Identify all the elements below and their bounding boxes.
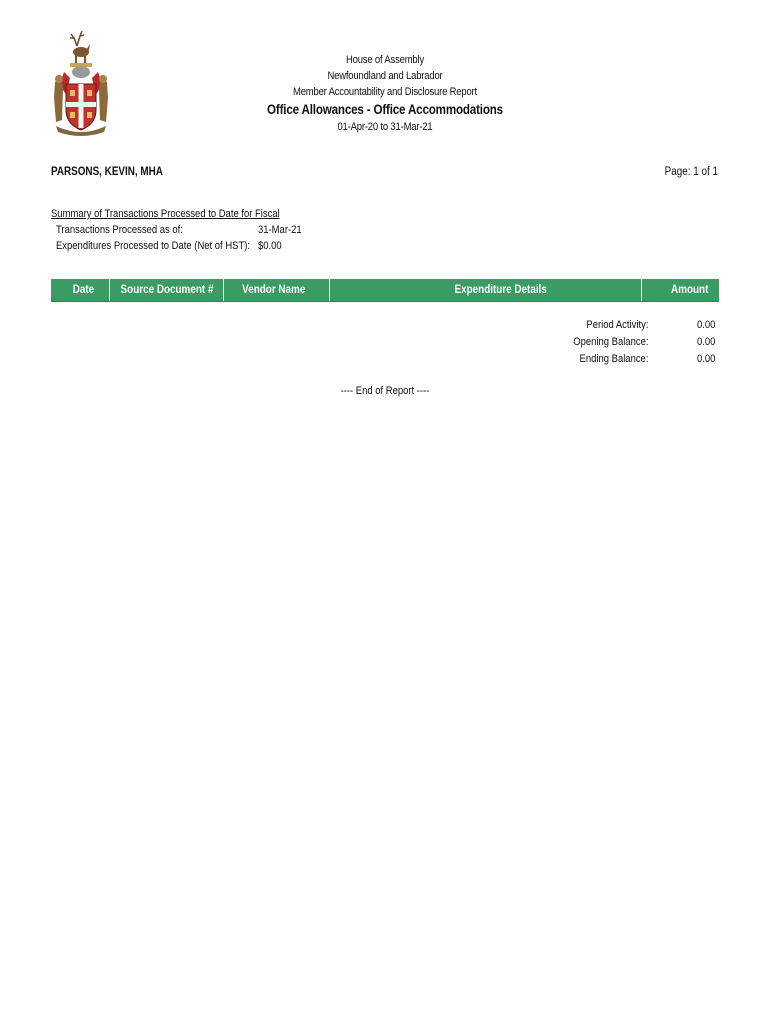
page-indicator: Page: 1 of 1	[664, 166, 718, 178]
column-header-expenditure-details: Expenditure Details	[454, 284, 547, 296]
totals-labels	[561, 317, 648, 368]
ending-balance-label: Ending Balance:	[579, 353, 648, 365]
report-title: Office Allowances - Office Accommodations	[267, 102, 503, 117]
summary-row-transactions	[51, 222, 317, 238]
province-name: Newfoundland and Labrador	[327, 70, 443, 82]
report-period: 01-Apr-20 to 31-Mar-21	[337, 121, 433, 133]
totals-values	[694, 317, 715, 368]
column-header-source-document: Source Document #	[120, 284, 214, 296]
column-header-date: Date	[72, 284, 95, 296]
column-divider	[329, 279, 330, 301]
column-divider	[109, 279, 110, 301]
summary-label: Transactions Processed as of:	[56, 224, 183, 236]
member-name: PARSONS, KEVIN, MHA	[51, 166, 163, 178]
end-of-report: ---- End of Report ----	[340, 385, 430, 397]
column-header-amount: Amount	[671, 284, 709, 296]
opening-balance-label: Opening Balance:	[572, 336, 648, 348]
column-header-vendor-name: Vendor Name	[242, 284, 306, 296]
period-activity-label: Period Activity:	[585, 319, 648, 331]
summary-label: Expenditures Processed to Date (Net of HST):	[56, 240, 251, 252]
summary-value: $0.00	[258, 240, 282, 252]
ending-balance-value: 0.00	[696, 353, 715, 365]
summary-section	[51, 206, 317, 254]
summary-heading: Summary of Transactions Processed to Date for Fiscal	[51, 208, 280, 220]
period-activity-value: 0.00	[696, 319, 715, 331]
report-header	[0, 52, 770, 135]
report-type: Member Accountability and Disclosure Report	[292, 86, 477, 98]
column-divider	[641, 279, 642, 301]
summary-value: 31-Mar-21	[258, 224, 302, 236]
institution-name: House of Assembly	[345, 54, 425, 66]
opening-balance-value: 0.00	[696, 336, 715, 348]
transactions-table-header	[51, 279, 719, 302]
summary-row-expenditures	[51, 238, 317, 254]
column-divider	[223, 279, 224, 301]
